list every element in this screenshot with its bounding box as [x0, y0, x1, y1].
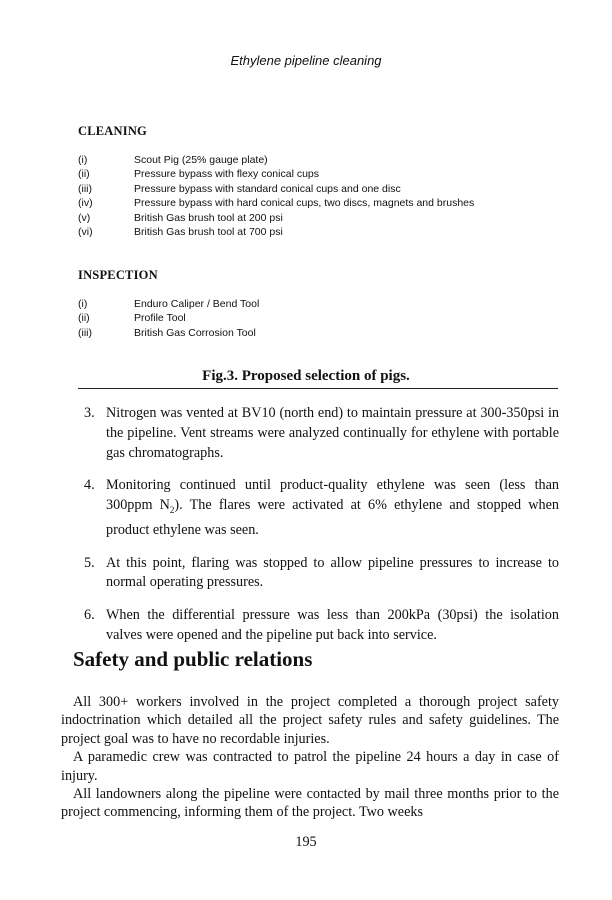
list-item: [78, 196, 558, 210]
list-item: [78, 311, 558, 325]
cleaning-list: [78, 153, 558, 239]
item-text: Pressure bypass with hard conical cups, two discs, magnets and brushes: [134, 197, 475, 210]
body-text: [61, 693, 559, 822]
subscript: 2: [169, 505, 175, 516]
caption-rule: [78, 388, 558, 389]
item-number: (iii): [78, 182, 92, 195]
list-item: [78, 153, 558, 167]
step-number: 5.: [84, 554, 95, 571]
item-number: (i): [78, 298, 88, 310]
cleaning-heading: CLEANING: [78, 124, 147, 138]
item-text: British Gas brush tool at 700 psi: [134, 226, 283, 239]
list-item: [78, 225, 558, 239]
step-item: [84, 606, 559, 646]
step-text-part: Monitoring continued until product-quality ethylene was seen (less than 300ppm N: [106, 477, 559, 514]
page-number: 195: [295, 834, 317, 850]
step-number: 6.: [84, 607, 95, 624]
paragraph: All 300+ workers involved in the project completed a thorough project safety indoctrination which detailed all the project safety rules and safety guidelines. The project goal was to have no recordable injuries.: [61, 694, 559, 747]
list-item: [78, 326, 558, 340]
figure-caption: Fig.3. Proposed selection of pigs.: [202, 368, 410, 384]
paragraph: All landowners along the pipeline were contacted by mail three months prior to the project commencing, informing them of the project. Two weeks: [61, 786, 559, 821]
item-number: (ii): [78, 168, 90, 181]
list-item: [78, 297, 558, 311]
step-item: [84, 476, 559, 540]
list-item: [78, 182, 558, 196]
inspection-heading: INSPECTION: [78, 268, 158, 282]
item-number: (iv): [78, 197, 93, 210]
step-text: [106, 476, 559, 540]
item-text: Scout Pig (25% gauge plate): [134, 154, 268, 166]
item-number: (ii): [78, 312, 90, 325]
item-text: Profile Tool: [134, 312, 186, 325]
step-text: When the differential pressure was less than 200kPa (30psi) the isolation valves were opened and the pipeline put back into service.: [106, 607, 559, 643]
step-text: At this point, flaring was stopped to allow pipeline pressures to increase to normal operating pressures.: [106, 554, 559, 591]
item-text: Pressure bypass with flexy conical cups: [134, 168, 319, 181]
procedure-steps: [84, 404, 559, 659]
list-item: [78, 211, 558, 225]
item-number: (iii): [78, 326, 92, 339]
step-number: 4.: [84, 477, 95, 494]
section-heading: Safety and public relations: [73, 647, 313, 671]
step-text-part: ). The flares were activated at 6% ethylene and stopped when product ethylene was seen.: [106, 497, 559, 538]
paragraph: A paramedic crew was contracted to patrol the pipeline 24 hours a day in case of injury.: [61, 749, 559, 784]
step-item: [84, 404, 559, 463]
item-number: (v): [78, 211, 91, 224]
inspection-list: [78, 297, 558, 340]
list-item: [78, 167, 558, 181]
step-text: Nitrogen was vented at BV10 (north end) to maintain pressure at 300-350psi in the pipeline. Vent streams were analyzed continually for ethylene with portable gas chromatographs.: [106, 405, 559, 461]
running-head: Ethylene pipeline cleaning: [230, 53, 382, 68]
item-text: British Gas brush tool at 200 psi: [134, 211, 283, 224]
item-number: (i): [78, 154, 88, 166]
item-text: Enduro Caliper / Bend Tool: [134, 298, 260, 310]
step-item: [84, 554, 559, 594]
step-number: 3.: [84, 405, 95, 421]
item-number: (vi): [78, 226, 93, 239]
item-text: Pressure bypass with standard conical cups and one disc: [134, 182, 401, 195]
item-text: British Gas Corrosion Tool: [134, 326, 256, 339]
